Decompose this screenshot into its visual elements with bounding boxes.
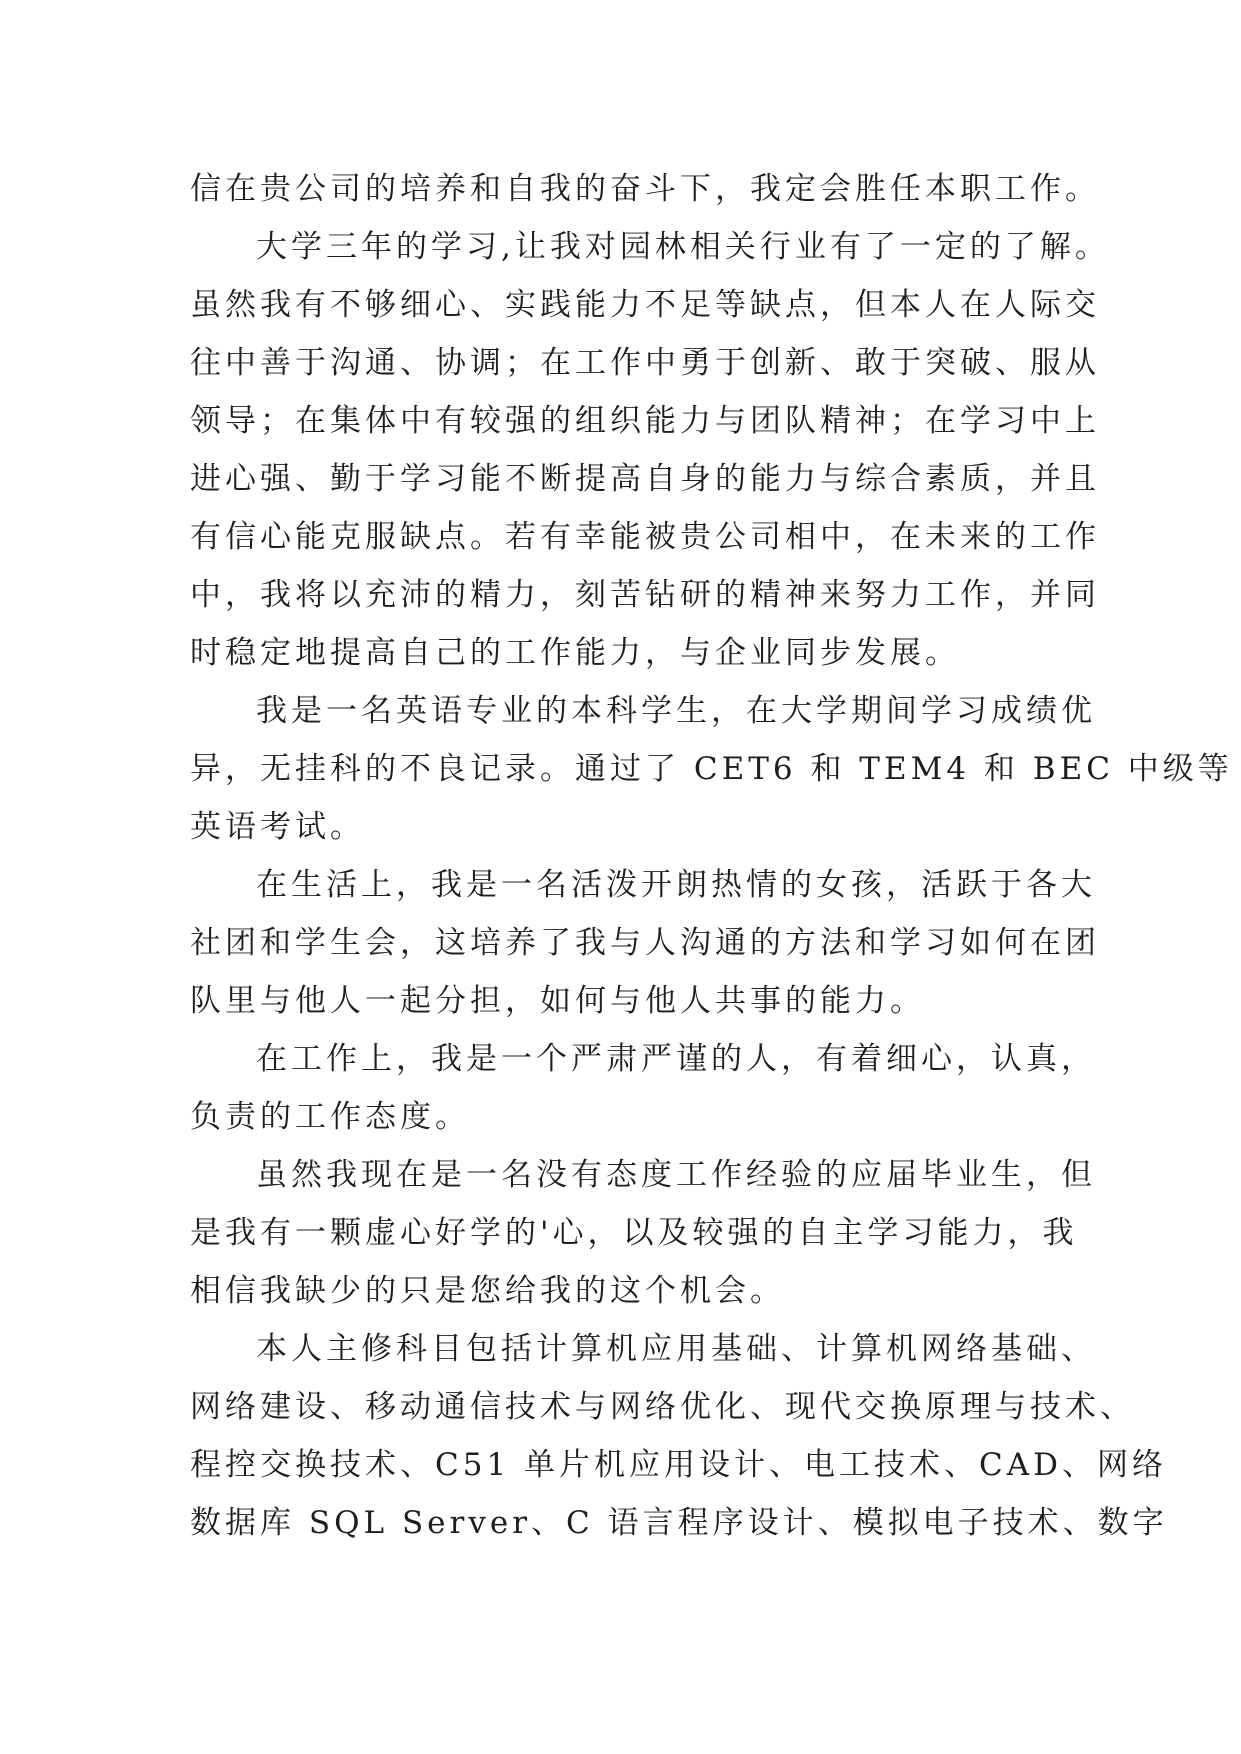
paragraph-first-line: 虽然我现在是一名没有态度工作经验的应届毕业生，但 — [256, 1157, 1096, 1193]
text-line: 异，无挂科的不良记录。通过了 CET6 和 TEM4 和 BEC 中级等 — [190, 751, 1233, 787]
paragraph-first-line: 我是一名英语专业的本科学生，在大学期间学习成绩优 — [256, 693, 1096, 729]
text-line: 有信心能克服缺点。若有幸能被贵公司相中，在未来的工作 — [190, 519, 1100, 555]
text-line: 虽然我有不够细心、实践能力不足等缺点，但本人在人际交 — [190, 287, 1100, 323]
document-body — [190, 160, 1233, 1552]
text-line: 程控交换技术、C51 单片机应用设计、电工技术、CAD、网络 — [190, 1447, 1167, 1483]
text-line: 网络建设、移动通信技术与网络优化、现代交换原理与技术、 — [190, 1389, 1135, 1425]
text-line: 相信我缺少的只是您给我的这个机会。 — [190, 1273, 785, 1309]
text-line: 队里与他人一起分担，如何与他人共事的能力。 — [190, 983, 925, 1019]
text-line: 负责的工作态度。 — [190, 1099, 470, 1135]
paragraph-first-line: 在生活上，我是一名活泼开朗热情的女孩，活跃于各大 — [256, 867, 1096, 903]
text-line: 信在贵公司的培养和自我的奋斗下，我定会胜任本职工作。 — [190, 171, 1100, 207]
paragraph-first-line: 在工作上，我是一个严肃严谨的人，有着细心，认真， — [256, 1041, 1096, 1077]
text-line: 进心强、勤于学习能不断提高自身的能力与综合素质，并且 — [190, 461, 1100, 497]
text-line: 往中善于沟通、协调；在工作中勇于创新、敢于突破、服从 — [190, 345, 1100, 381]
paragraph-first-line: 本人主修科目包括计算机应用基础、计算机网络基础、 — [256, 1331, 1096, 1367]
text-line: 是我有一颗虚心好学的'心，以及较强的自主学习能力，我 — [190, 1215, 1078, 1251]
text-line: 中，我将以充沛的精力，刻苦钻研的精神来努力工作，并同 — [190, 577, 1100, 613]
paragraph-first-line: 大学三年的学习,让我对园林相关行业有了一定的了解。 — [256, 229, 1110, 265]
text-line: 英语考试。 — [190, 809, 365, 845]
text-line: 时稳定地提高自己的工作能力，与企业同步发展。 — [190, 635, 960, 671]
text-line: 社团和学生会，这培养了我与人沟通的方法和学习如何在团 — [190, 925, 1100, 961]
text-line: 领导；在集体中有较强的组织能力与团队精神；在学习中上 — [190, 403, 1100, 439]
text-line: 数据库 SQL Server、C 语言程序设计、模拟电子技术、数字 — [190, 1505, 1168, 1541]
